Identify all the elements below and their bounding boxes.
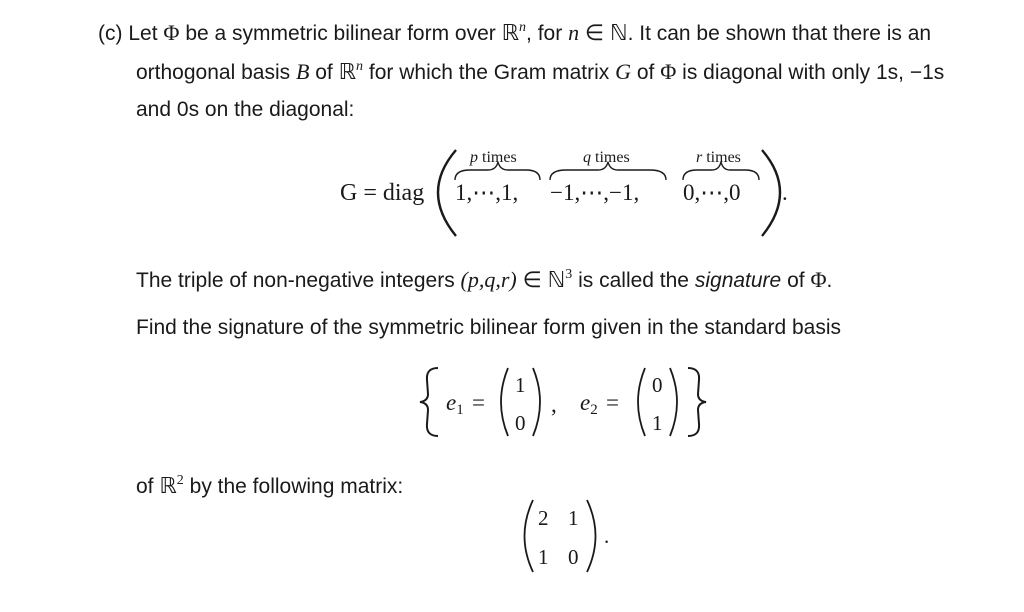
problem-line-2: orthogonal basis B of ℝ$^n$ for which the Gram matrix G of Φ is diagonal with only 1s, −1s xyxy=(136,59,945,84)
group2-label: q times xyxy=(583,149,630,166)
group3-label: r times xyxy=(696,149,741,166)
of-sentence xyxy=(136,473,403,499)
find-sentence: Find the signature of the symmetric bilinear form given in the standard basis xyxy=(136,316,842,339)
matrix-entry-11: 2 xyxy=(538,506,549,530)
text: of xyxy=(136,475,154,498)
matrix-entry-21: 1 xyxy=(538,545,549,569)
phi-symbol: Φ xyxy=(163,20,180,45)
group3-entries: 0,⋯,0 xyxy=(683,180,741,205)
phi-symbol: Φ xyxy=(660,59,677,84)
matrix-entry-12: 1 xyxy=(568,506,579,530)
text: 1s xyxy=(875,61,899,84)
text: The triple of non-negative integers xyxy=(136,269,455,292)
text: is diagonal with only xyxy=(682,61,871,84)
var-G: G xyxy=(615,59,632,84)
group2-entries: −1,⋯,−1, xyxy=(550,180,640,205)
matrix-end-period: . xyxy=(604,524,610,548)
text: 0s xyxy=(176,98,200,121)
text: orthogonal basis xyxy=(136,61,291,84)
real-space: ℝ$^n$ xyxy=(338,59,364,84)
text: , for xyxy=(526,22,563,45)
element-of-symbol: ∈ xyxy=(522,267,542,292)
text: by the following matrix: xyxy=(189,475,404,498)
signature-sentence: The triple of non-negative integers (p,q,r) ∈ ℕ$^3$ is called the signature of Φ. xyxy=(136,267,833,292)
equals-sign: = xyxy=(472,390,485,415)
right-set-brace xyxy=(688,368,706,436)
text: and xyxy=(136,98,172,121)
real-space-2: ℝ$^2$ xyxy=(159,473,184,498)
signature-term: signature xyxy=(694,269,782,292)
text: for which the Gram matrix xyxy=(368,61,610,84)
equals-sign: = xyxy=(606,390,619,415)
left-set-brace xyxy=(420,368,438,436)
group1-entries: 1,⋯,1, xyxy=(455,180,519,205)
v1-entry-1: 1 xyxy=(515,373,526,397)
v1-entry-2: 0 xyxy=(515,411,526,435)
basis-comma: , xyxy=(551,392,557,417)
var-n: n xyxy=(568,20,580,45)
triple-pqr: (p,q,r) xyxy=(460,267,517,292)
text: is called the xyxy=(578,269,689,292)
text: of xyxy=(315,61,333,84)
matrix-left-paren xyxy=(525,500,534,572)
left-paren xyxy=(438,150,456,236)
matrix-right-paren xyxy=(587,500,596,572)
naturals-cubed: ℕ$^3$ xyxy=(547,267,573,292)
naturals-symbol: ℕ xyxy=(609,20,628,45)
element-of-symbol: ∈ xyxy=(584,20,605,45)
text: on the diagonal: xyxy=(204,98,355,121)
text: Let xyxy=(128,22,158,45)
v1-left-paren xyxy=(501,368,508,436)
v2-entry-1: 0 xyxy=(652,373,663,397)
text: . It can be shown that there is an xyxy=(627,22,932,45)
text: −1s xyxy=(909,61,945,84)
gram-end-period: . xyxy=(782,180,788,205)
v2-entry-2: 1 xyxy=(652,411,663,435)
phi-symbol: Φ xyxy=(810,267,827,292)
right-paren xyxy=(762,150,780,236)
matrix-entry-22: 0 xyxy=(568,545,579,569)
group1-label: p times xyxy=(470,149,517,166)
basis-e1: e1 xyxy=(446,390,464,418)
basis-e2: e2 xyxy=(580,390,598,418)
v2-right-paren xyxy=(670,368,677,436)
gram-lhs: G = diag xyxy=(340,180,425,206)
var-B: B xyxy=(295,59,310,84)
v1-right-paren xyxy=(533,368,540,436)
v2-left-paren xyxy=(638,368,645,436)
text: be a symmetric bilinear form over xyxy=(185,22,496,45)
text: of xyxy=(787,269,805,292)
real-space: ℝ$^n$ xyxy=(501,20,527,45)
problem-label: (c) xyxy=(98,22,123,45)
text: of xyxy=(636,61,655,84)
